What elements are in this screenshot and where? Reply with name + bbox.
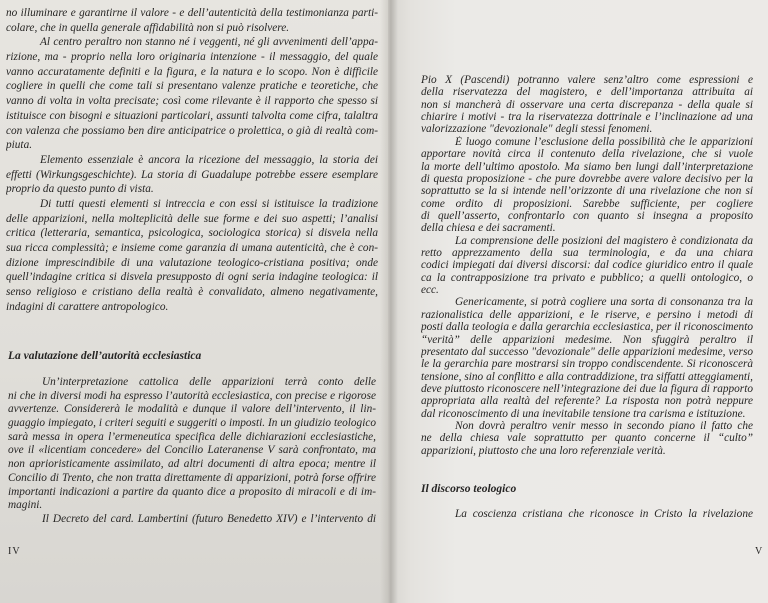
text-line: razionalistica delle apparizioni, e le riserve, e persino i metodi di: [421, 308, 753, 321]
right-page: [388, 0, 768, 603]
text-line: La comprensione delle posizioni del magistero è condizionata da: [455, 234, 753, 247]
text-line: apportare novità circa il contenuto della rivelazione, che si vuole: [421, 148, 753, 161]
paragraph: [8, 376, 376, 513]
text-line: appropriata alla realtà del referente? La risposta non potrà neppure: [421, 395, 753, 408]
text-line: Il Decreto del card. Lambertini (futuro Benedetto XIV) e l’intervento di: [42, 512, 376, 525]
paragraph: [6, 153, 378, 197]
book-spine-shadow: [380, 0, 398, 603]
paragraph: [421, 74, 753, 136]
text-line: tensione, sino al conflitto e alla contraddizione, tra siffatti atteggiamenti,: [421, 370, 753, 383]
text-line: vanno accuratamente definiti e la figura, e la natura e lo scopo. Non è difficile: [6, 65, 378, 78]
text-line: piuta.: [6, 139, 33, 152]
text-line: non si mancherà di osservare una certa discrepanza - della quale si: [421, 98, 753, 111]
paragraph: [421, 136, 753, 235]
paragraph: [8, 513, 376, 527]
text-line: presentato dal successo "devozionale" delle apparizioni medesime, verso: [421, 345, 753, 358]
text-line: codici impiegati dai diversi discorsi: dal codice giuridico entro il quale: [421, 259, 753, 272]
text-line: ni che in diversi modi ha espresso l’autorità ecclesiastica, con precise e rigorose: [8, 389, 376, 402]
text-line: La coscienza cristiana che riconosce in Cristo la rivelazione: [455, 508, 753, 520]
text-line: indagini di carattere antropologico.: [6, 300, 169, 313]
text-line: la morte dell’ultimo apostolo. Ma siamo ben lungi dall’interpretazione: [421, 160, 753, 173]
right-page-body-top: [421, 74, 753, 457]
section-heading-discorso-teologico: Il discorso teologico: [421, 483, 517, 495]
text-line: guaggio impiegato, i criteri seguiti e suggeriti o imposti. In un giudizio teologico: [8, 417, 376, 430]
text-line: Non dovrà peraltro venir messo in secondo piano il fatto che: [455, 420, 753, 433]
text-line: colare, che in quella generale affidabilità non si può risolvere.: [6, 21, 290, 34]
text-line: sua ricca complessità; e insieme come garanzia di umana autenticità, che è con-: [6, 242, 378, 254]
text-line: di quell’asserto, confrontarlo con quanto si insegna a proposito: [421, 209, 753, 222]
text-line: importanti indicazioni a partire da quanto dice a proposito di miracoli e di im-: [8, 485, 376, 498]
text-line: dizione imprescindibile di una valutazione teologico-cristiana positiva; onde: [6, 256, 378, 269]
page-number-left: IV: [8, 546, 21, 557]
text-line: ne della chiesa vale soprattutto per quanto concerne il “culto”: [421, 432, 753, 445]
text-line: chiarire i motivi - tra la riservatezza dottrinale e l’inclinazione ad una: [421, 111, 753, 124]
text-line: non aprioristicamente assimilato, ad altri documenti di altra epoca; mentre il: [8, 458, 376, 471]
text-line: Un’interpretazione cattolica delle apparizioni terrà conto delle: [42, 376, 376, 388]
text-line: ecc.: [421, 284, 439, 297]
paragraph: [421, 420, 753, 457]
text-line: Al centro peraltro non stanno né i veggenti, né gli avvenimenti dell’appa-: [40, 36, 378, 49]
section-heading-valutazione: La valutazione dell’autorità ecclesiastica: [8, 350, 202, 362]
text-line: Pio X (Pascendi) potranno valere senz’altro come espressioni e: [421, 74, 753, 86]
text-line: retto apprezzamento della sua terminologia, e da una chiara: [421, 247, 753, 260]
text-line: della chiesa e dei sacramenti.: [421, 222, 556, 235]
text-line: valorizzazione "devozionale" degli stessi fenomeni.: [421, 123, 653, 136]
text-line: deve piuttosto riconoscere nell’integrazione dei due la figura di rapporto: [421, 382, 753, 395]
paragraph: [6, 6, 378, 35]
text-line: avvertenze. Considererà le modalità e dunque il valore dell’intervento, il lin-: [8, 403, 376, 416]
text-line: Di tutti questi elementi si intreccia e con essi si istituisce la tradizione: [40, 197, 378, 210]
paragraph: [421, 508, 753, 520]
text-line: delle apparizioni, nella molteplicità delle sue forme e dei suo aspetti; l’analisi: [6, 212, 378, 225]
text-line: senso religioso e cristiano della realtà è convalidato, almeno negativamente,: [6, 286, 378, 299]
text-line: istituisce con bisogni e situazioni particolari, assunti talvolta come cifra, talaltra: [6, 109, 378, 122]
paragraph: [6, 197, 378, 315]
text-line: rizione, ma - proprio nella loro originaria intenzione - il messaggio, del quale: [6, 51, 378, 64]
text-line: È luogo comune l’esclusione della possibilità che le apparizioni: [455, 135, 753, 148]
text-line: con valenza che possiamo ben dire anticipatrice o prolettica, o già di realtà com-: [6, 124, 378, 137]
text-line: vanno di volta in volta precisate; così come rilevante è il rapporto che spesso si: [6, 95, 378, 108]
text-line: sarà messa in opera l’ermeneutica specifica delle dichiarazioni ecclesiastiche,: [8, 430, 376, 443]
paragraph: [6, 35, 378, 153]
text-line: apparizioni, piuttosto che una loro referenziale verità.: [421, 444, 666, 457]
left-page-body-bottom: [8, 376, 376, 527]
text-line: proprio da questo punto di vista.: [6, 183, 154, 196]
text-line: “verità” delle apparizioni medesime. Non sfuggirà peraltro il: [421, 333, 753, 346]
text-line: ca la contrapposizione tra privato e pubblico; a quelli ontologico, o: [421, 271, 753, 284]
paragraph: [421, 235, 753, 297]
right-page-body-bottom: [421, 508, 753, 520]
text-line: come ordito di proposizioni. Sarebbe sufficiente, per cogliere: [421, 197, 753, 210]
text-line: Elemento essenziale è ancora la ricezione del messaggio, la storia dei: [40, 153, 378, 166]
text-line: critica (letteraria, semantica, psicologica, sociologica storica) si disvela nella: [6, 227, 378, 240]
text-line: ove il «licentiam concedere» del Concilio Lateranense V sarà confrontato, ma: [8, 444, 376, 457]
text-line: Concilio di Trento, che non tratta direttamente di apparizioni, potrà forse offrire: [8, 471, 376, 484]
text-line: di questa proposizione - che pure dovrebbe avere valore decisivo per la: [421, 172, 753, 185]
paragraph: [421, 296, 753, 420]
text-line: posti dalla teologia e dalla gerarchia ecclesiastica, per il riconoscimento: [421, 321, 753, 334]
text-line: magini.: [8, 499, 43, 512]
text-line: le la gerarchia pare mostrarsi sin troppo condiscendente. Si riconoscerà: [421, 358, 753, 371]
text-line: della riservatezza del magistero, e dell’importanza attribuita ai: [421, 86, 753, 99]
text-line: soprattutto se la si intende nell’orizzonte di una rivelazione che non si: [421, 185, 753, 198]
text-line: Genericamente, si potrà cogliere una sorta di consonanza tra la: [455, 296, 753, 309]
text-line: cogliere in quelli che come tali si presentano valenze pratiche e teoretiche, che: [6, 80, 378, 93]
text-line: effetti (Wirkungsgeschichte). La storia di Guadalupe potrebbe essere esemplare: [6, 168, 378, 181]
left-page-body-top: [6, 6, 378, 314]
text-line: no illuminare e garantirne il valore - e dell’autenticità della testimonianza parti-: [6, 7, 378, 19]
text-line: quell’indagine critica si disvela presupposto di ogni seria indagine teologica: il: [6, 271, 378, 284]
text-line: dal riconoscimento di una inevitabile tensione tra carisma e istituzione.: [421, 407, 746, 420]
page-number-right: V: [755, 546, 764, 557]
